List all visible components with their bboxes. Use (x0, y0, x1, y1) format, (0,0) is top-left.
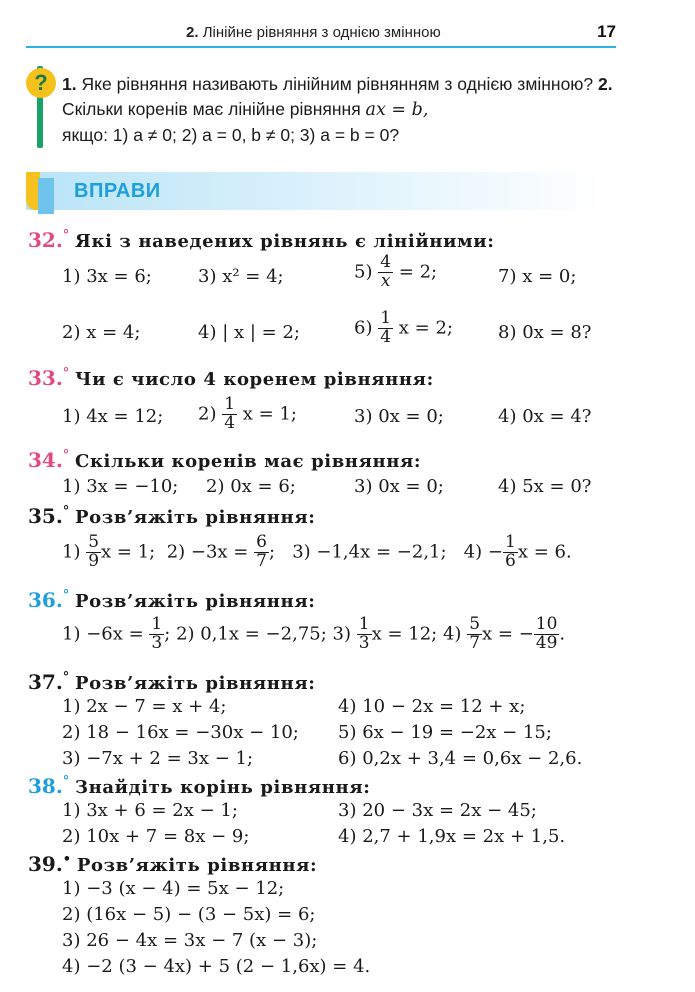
exercise-32-item-2: 2) x = 4; (62, 322, 141, 343)
exercise-32-item-3: 3) x² = 4; (198, 266, 284, 287)
fraction-6-over-7: $\frac{6}{7}$ (256, 532, 267, 571)
exercise-38-stem: Знайдіть корінь рівняння: (75, 777, 371, 798)
exercise-36-heading (28, 588, 315, 612)
fraction-1-over-6: $\frac{1}{6}$ (505, 532, 516, 571)
exercise-38-item-1: 1) 3x + 6 = 2x − 1; (62, 800, 238, 821)
exercise-34-heading (28, 448, 421, 472)
exercise-34-number: 34.° (28, 448, 70, 472)
fraction-5-over-7: $\frac{5}{7}$ (469, 614, 481, 653)
exercise-32-item-5: 5) $\frac{4}{x}$ = 2; (354, 252, 438, 291)
exercise-36-items: 1) −6x = $\frac{1}{3}$ ; 2) 0,1x = −2,75; 3) $\frac{1}{3}$ x = 12; 4) $\frac{5}{7}$ x = − $\frac{10}{49}$ . (62, 614, 566, 653)
fraction-5-over-9: $\frac{5}{9}$ (88, 532, 100, 571)
exercise-38-item-2: 2) 10x + 7 = 8x − 9; (62, 826, 250, 847)
exercise-34-item-4: 4) 5x = 0? (498, 476, 592, 497)
question-mark-icon: ? (26, 68, 56, 98)
exercise-38-heading (28, 774, 370, 798)
exercise-33-number: 33.° (28, 366, 70, 390)
exercise-34-stem: Скільки коренів має рівняння: (75, 451, 422, 472)
exercise-32-stem: Які з наведених рівнянь є лінійними: (75, 231, 495, 252)
exercise-37-stem: Розв’яжіть рівняння: (75, 673, 316, 694)
chapter-title: Лінійне рівняння з однією змінною (202, 24, 441, 41)
question-1-text: Яке рівняння називають лінійним рівнянням з однією змінною? (81, 74, 594, 94)
section-title: ВПРАВИ (74, 180, 161, 202)
exercise-35-items: 1) $\frac{5}{9}$ x = 1; 2) −3x = $\frac{6}{7}$ ; 3) −1,4x = −2,1; 4) − $\frac{1}{6}$ x = 6. (62, 532, 572, 571)
exercise-32-item-4: 4) | x | = 2; (198, 322, 300, 343)
exercise-39-item-1: 1) −3 (x − 4) = 5x − 12; (62, 878, 285, 899)
exercise-32-item-7: 7) x = 0; (498, 266, 577, 287)
exercise-39-item-2: 2) (16x − 5) − (3 − 5x) = 6; (62, 904, 316, 925)
fraction-1-over-3: $\frac{1}{3}$ (358, 614, 370, 653)
header-rule (26, 46, 616, 48)
exercise-35-number: 35.° (28, 504, 70, 528)
exercise-39-heading (28, 852, 317, 876)
exercise-38-number: 38.° (28, 774, 70, 798)
exercise-39-item-3: 3) 26 − 4x = 3x − 7 (x − 3); (62, 930, 318, 951)
exercise-33-stem: Чи є число 4 коренем рівняння: (75, 369, 434, 390)
fraction-1-over-3: $\frac{1}{3}$ (151, 614, 163, 653)
exercise-33-item-1: 1) 4x = 12; (62, 406, 164, 427)
exercise-34-item-3: 3) 0x = 0; (354, 476, 444, 497)
exercise-39-stem: Розв’яжіть рівняння: (76, 855, 318, 876)
exercise-33-item-3: 3) 0x = 0; (354, 406, 444, 427)
exercise-37-item-6: 6) 0,2x + 3,4 = 0,6x − 2,6. (338, 748, 583, 769)
question-2-number: 2. (598, 74, 613, 94)
exercise-37-item-1: 1) 2x − 7 = x + 4; (62, 696, 227, 717)
chapter-heading (186, 24, 441, 41)
fraction-4-over-x: $\frac{4}{x}$ (380, 252, 392, 291)
question-2-cases: якщо: 1) a ≠ 0; 2) a = 0, b ≠ 0; 3) a = b = 0? (62, 125, 400, 145)
exercise-37-item-3: 3) −7x + 2 = 3x − 1; (62, 748, 254, 769)
exercise-33-item-2: 2) $\frac{1}{4}$ x = 1; (198, 394, 297, 433)
exercise-36-number: 36.° (28, 588, 70, 612)
chapter-number: 2. (186, 24, 199, 41)
exercise-37-number: 37.° (28, 670, 70, 694)
exercise-37-item-4: 4) 10 − 2x = 12 + x; (338, 696, 526, 717)
exercise-32-item-6: 6) $\frac{1}{4}$ x = 2; (354, 308, 453, 347)
fraction-10-over-49: $\frac{10}{49}$ (535, 614, 558, 653)
page-number: 17 (597, 22, 616, 41)
exercise-36-stem: Розв’яжіть рівняння: (75, 591, 316, 612)
exercise-38-item-4: 4) 2,7 + 1,9x = 2x + 1,5. (338, 826, 566, 847)
question-2-equation: ax = b, (365, 100, 429, 120)
exercise-39-number: 39.• (28, 852, 72, 876)
page-header (26, 22, 616, 48)
exercise-35-heading (28, 504, 315, 528)
exercise-35-stem: Розв’яжіть рівняння: (75, 507, 316, 528)
exercise-37-item-2: 2) 18 − 16x = −30x − 10; (62, 722, 299, 743)
exercise-37-heading (28, 670, 315, 694)
exercise-39-item-4: 4) −2 (3 − 4x) + 5 (2 − 1,6x) = 4. (62, 956, 371, 977)
exercise-33-item-4: 4) 0x = 4? (498, 406, 592, 427)
review-questions (62, 72, 622, 148)
exercise-33-heading (28, 366, 434, 390)
exercise-38-item-3: 3) 20 − 3x = 2x − 45; (338, 800, 537, 821)
exercise-32-item-1: 1) 3x = 6; (62, 266, 152, 287)
exercise-32-heading (28, 228, 494, 252)
exercise-32-number: 32.° (28, 228, 70, 252)
exercise-37-item-5: 5) 6x − 19 = −2x − 15; (338, 722, 552, 743)
fraction-1-over-4: $\frac{1}{4}$ (224, 394, 236, 433)
exercise-34-item-1: 1) 3x = −10; (62, 476, 179, 497)
banner-blue-tab (38, 178, 54, 214)
question-1-number: 1. (62, 74, 77, 94)
exercise-32-item-8: 8) 0x = 8? (498, 322, 592, 343)
exercise-34-item-2: 2) 0x = 6; (206, 476, 296, 497)
question-2-text: Скільки коренів має лінійне рівняння (62, 99, 361, 119)
fraction-1-over-4: $\frac{1}{4}$ (380, 308, 392, 347)
